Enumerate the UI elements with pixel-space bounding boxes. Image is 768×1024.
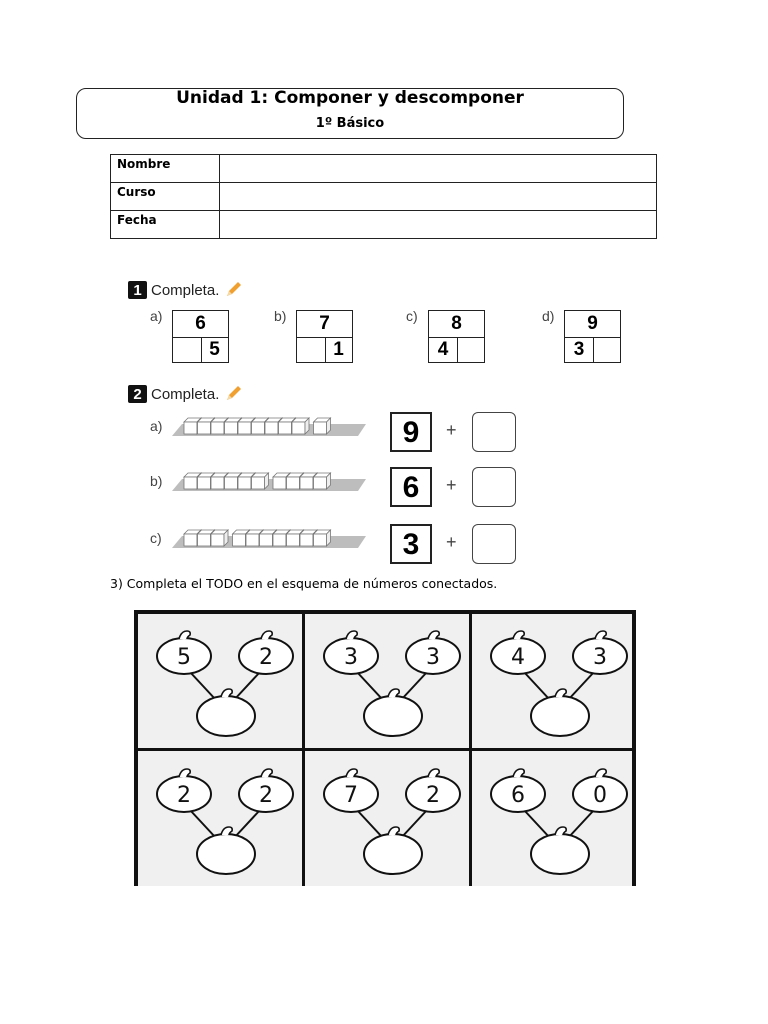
item-letter: a) [150,418,163,434]
given-number-box: 9 [390,412,432,452]
bond-whole-empty [364,827,422,874]
info-label: Curso [111,183,220,211]
box-left-cell: 4 [429,337,458,362]
unit-cube [292,418,309,434]
info-row-curso [111,183,657,211]
unit-cube [211,530,228,546]
number-bond-box [428,310,485,363]
number-bond-box [172,310,229,363]
info-row-nombre [111,155,657,183]
info-value-field[interactable] [220,155,657,183]
bond-whole-empty [531,689,589,736]
page-title: Unidad 1: Componer y descomponer [176,88,524,108]
box-left-cell[interactable] [173,337,202,362]
unit-cube [314,530,331,546]
bond-part-right [573,769,627,812]
bond-number: 2 [426,783,440,808]
bond-part-right [573,631,627,674]
number-bond-cell [472,614,638,750]
item-letter: b) [150,473,163,489]
bond-part-right [406,631,460,674]
bond-part-right [406,769,460,812]
info-label: Nombre [111,155,220,183]
bond-part-left [324,631,378,674]
unit-blocks [168,412,368,442]
box-top-number: 7 [297,311,352,338]
number-bond-cell [138,752,304,888]
unit-blocks [168,524,368,554]
unit-cube [252,473,269,489]
box-right-cell[interactable] [593,337,620,362]
number-bond-cell [138,614,304,750]
bond-part-left [157,631,211,674]
bond-number: 2 [259,645,273,670]
bond-part-left [491,769,545,812]
box-left-cell: 3 [565,337,594,362]
section1-header [128,280,243,300]
bond-number: 3 [593,645,607,670]
section-number: 1 [128,281,147,299]
block-row-b [150,467,530,511]
pencil-icon [223,280,243,300]
section2-header [128,384,243,404]
section-title: Completa. [151,385,220,403]
bond-part-left [491,631,545,674]
answer-box[interactable] [472,412,516,452]
bond-whole-empty [197,827,255,874]
info-value-field[interactable] [220,183,657,211]
info-value-field[interactable] [220,211,657,239]
box-top-number: 6 [173,311,228,338]
item-letter: c) [150,530,162,546]
section3-title: 3) Completa el TODO en el esquema de números conectados. [110,576,498,591]
number-bond-box [296,310,353,363]
bond-number: 5 [177,645,191,670]
pencil-icon [223,384,243,404]
box-left-cell[interactable] [297,337,326,362]
bond-number: 2 [177,783,191,808]
bond-number: 7 [344,783,358,808]
box-right-cell: 1 [333,339,344,360]
section-title: Completa. [151,281,220,299]
item-letter: a) [150,308,163,324]
student-info-table [110,154,657,239]
answer-box[interactable] [472,467,516,507]
plus-sign: + [446,475,457,495]
bond-number: 6 [511,783,525,808]
plus-sign: + [446,532,457,552]
bond-part-left [324,769,378,812]
number-bond-box [564,310,621,363]
box-right-cell[interactable] [457,337,484,362]
given-number-box: 3 [390,524,432,564]
given-number-box: 6 [390,467,432,507]
bond-whole-empty [531,827,589,874]
unit-blocks [168,467,368,497]
plus-sign: + [446,420,457,440]
section-number: 2 [128,385,147,403]
bond-number: 0 [593,783,607,808]
number-bond-cell [305,752,471,888]
item-letter: d) [542,308,555,324]
box-right-cell: 5 [209,339,220,360]
bond-whole-empty [197,689,255,736]
info-label: Fecha [111,211,220,239]
unit-cube [314,418,331,434]
bond-part-right [239,769,293,812]
unit-cube [314,473,331,489]
answer-box[interactable] [472,524,516,564]
box-top-number: 9 [565,311,620,338]
bond-number: 2 [259,783,273,808]
info-row-fecha [111,211,657,239]
number-bond-cell [305,614,471,750]
block-row-a [150,412,530,456]
block-row-c [150,524,530,568]
item-letter: b) [274,308,287,324]
bond-number: 3 [426,645,440,670]
bond-number: 3 [344,645,358,670]
item-letter: c) [406,308,418,324]
bond-number: 4 [511,645,525,670]
grid-divider [138,748,632,751]
number-bond-cell [472,752,638,888]
box-top-number: 8 [429,311,484,338]
bond-part-left [157,769,211,812]
page-subtitle: 1º Básico [315,116,385,131]
bond-whole-empty [364,689,422,736]
number-bond-grid [134,610,636,886]
bond-part-right [239,631,293,674]
